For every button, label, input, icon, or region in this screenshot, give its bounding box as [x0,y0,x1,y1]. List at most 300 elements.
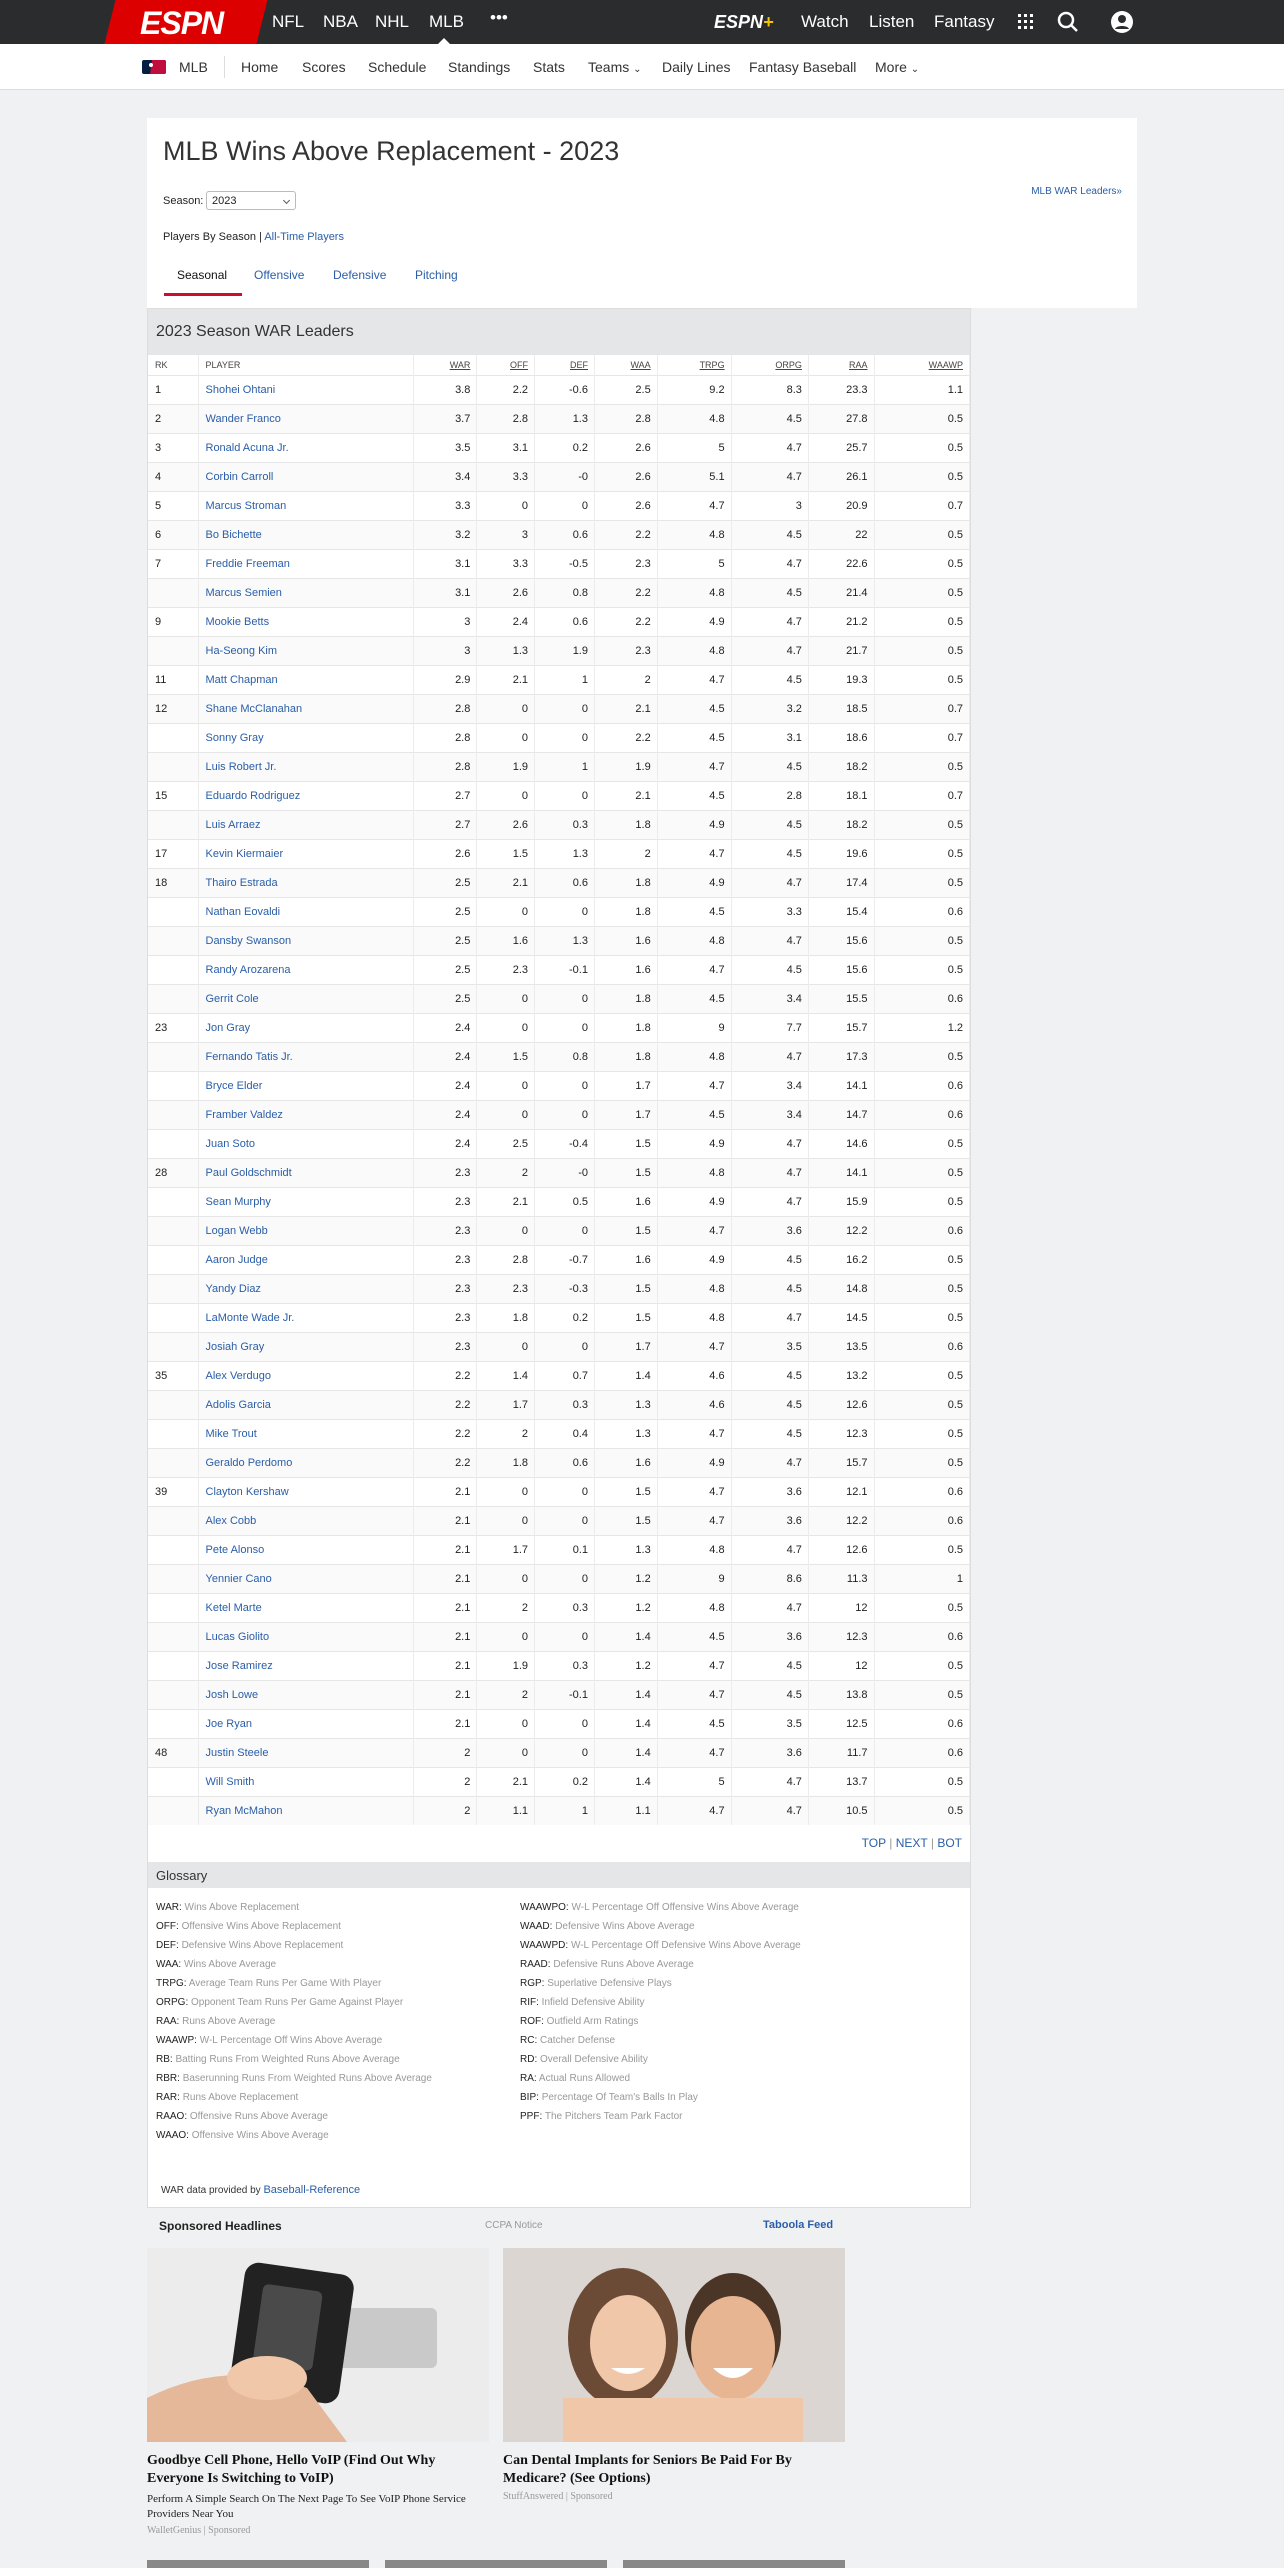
more-ad-thumbnail[interactable] [147,2560,369,2568]
waa-cell: 1.6 [594,1448,657,1477]
glossary-definition: Catcher Defense [540,2035,616,2046]
rank-cell [148,1042,198,1071]
orpg-cell: 3.6 [731,1738,808,1767]
raa-cell: 25.7 [808,433,874,462]
glossary-entry [156,2107,432,2126]
player-link[interactable]: Marcus Semien [205,586,282,599]
player-link[interactable]: Framber Valdez [205,1108,283,1121]
war-cell: 3.5 [413,433,477,462]
raa-cell: 22 [808,520,874,549]
player-cell [198,520,413,549]
war-leaders-link[interactable]: MLB WAR Leaders» [1031,186,1122,197]
player-link[interactable]: Geraldo Perdomo [205,1456,293,1469]
orpg-cell: 4.7 [731,1535,808,1564]
raa-cell: 12.5 [808,1709,874,1738]
raa-cell: 17.3 [808,1042,874,1071]
player-link[interactable]: Luis Arraez [205,818,261,831]
waa-cell: 1.6 [594,1187,657,1216]
war-cell: 2.1 [413,1564,477,1593]
raa-cell: 27.8 [808,404,874,433]
player-link[interactable]: Yennier Cano [205,1572,272,1585]
off-cell: 0 [477,1622,535,1651]
war-cell: 3 [413,607,477,636]
ccpa-notice-link[interactable]: CCPA Notice [485,2220,543,2231]
war-cell: 2.6 [413,839,477,868]
player-link[interactable]: Ha-Seong Kim [205,644,278,657]
player-link[interactable]: Clayton Kershaw [205,1485,289,1498]
col-waawp[interactable]: WAAWP [874,355,969,375]
off-cell: 2.8 [477,404,535,433]
glossary-entry [156,2031,432,2050]
off-cell: 2.8 [477,1245,535,1274]
off-cell: 1.7 [477,1535,535,1564]
table-row [148,810,970,839]
more-sports-icon[interactable]: ••• [490,8,508,27]
player-link[interactable]: Corbin Carroll [205,470,274,483]
table-row [148,549,970,578]
subnav-more[interactable] [875,59,919,75]
player-cell [198,1738,413,1767]
table-row [148,491,970,520]
off-cell: 2.1 [477,1767,535,1796]
table-row [148,1477,970,1506]
baseball-reference-link[interactable]: Baseball-Reference [263,2184,361,2196]
waa-cell: 1.5 [594,1477,657,1506]
player-cell [198,1158,413,1187]
waa-cell: 1.7 [594,1332,657,1361]
nav-watch[interactable]: Watch [801,12,849,31]
raa-cell: 15.5 [808,984,874,1013]
player-link[interactable]: Eduardo Rodriguez [205,789,301,802]
orpg-cell: 4.5 [731,810,808,839]
player-link[interactable]: Shane McClanahan [205,702,303,715]
player-cell [198,404,413,433]
player-link[interactable]: Adolis Garcia [205,1398,271,1411]
rank-cell [148,1680,198,1709]
trpg-cell: 4.7 [657,1332,731,1361]
player-cell [198,665,413,694]
rank-cell [148,810,198,839]
waa-cell: 1.8 [594,810,657,839]
waa-cell: 2.3 [594,636,657,665]
trpg-cell: 4.8 [657,404,731,433]
player-link[interactable]: Matt Chapman [205,673,278,686]
col-def[interactable]: DEF [535,355,595,375]
rank-cell [148,1506,198,1535]
glossary-definition: Average Team Runs Per Game With Player [188,1978,382,1989]
def-cell: 1.3 [535,839,595,868]
off-cell: 1.3 [477,636,535,665]
war-cell: 2.9 [413,665,477,694]
raa-cell: 15.7 [808,1013,874,1042]
player-link[interactable]: Bo Bichette [205,528,262,541]
trpg-cell: 4.8 [657,1593,731,1622]
orpg-cell: 3.6 [731,1506,808,1535]
espn-plus-link[interactable] [714,12,774,33]
subnav-stats[interactable]: Stats [533,59,565,75]
glossary-definition: W-L Percentage Off Offensive Wins Above Average [571,1902,799,1913]
waawp-cell: 0.5 [874,1303,969,1332]
waawp-cell: 0.7 [874,694,969,723]
war-cell: 2.2 [413,1390,477,1419]
waawp-cell: 0.5 [874,578,969,607]
table-title: 2023 Season WAR Leaders [148,309,970,355]
orpg-cell: 4.7 [731,636,808,665]
table-row [148,1535,970,1564]
war-cell: 2.2 [413,1361,477,1390]
trpg-cell: 4.7 [657,665,731,694]
taboola-feed-link[interactable]: Taboola Feed [763,2219,834,2231]
raa-cell: 12.3 [808,1622,874,1651]
player-link[interactable]: Mike Trout [205,1427,257,1440]
orpg-cell: 4.7 [731,1448,808,1477]
glossary-entry [520,1993,801,2012]
player-link[interactable]: Thairo Estrada [205,876,278,889]
raa-cell: 13.8 [808,1680,874,1709]
war-cell: 3.3 [413,491,477,520]
player-link[interactable]: Fernando Tatis Jr. [205,1050,293,1063]
glossary-term: WAA: [156,1959,182,1970]
orpg-cell: 4.7 [731,1187,808,1216]
ad-subtitle: Perform A Simple Search On The Next Page To See VoIP Phone Service Providers Near You [147,2493,466,2520]
player-link[interactable]: Will Smith [205,1775,255,1788]
col-raa[interactable]: RAA [808,355,874,375]
col-orpg[interactable]: ORPG [731,355,808,375]
player-link[interactable]: Gerrit Cole [205,992,259,1005]
player-link[interactable]: Juan Soto [205,1137,256,1150]
war-cell: 2.7 [413,810,477,839]
raa-cell: 12.2 [808,1506,874,1535]
table-row [148,520,970,549]
glossary-definition: Defensive Wins Above Replacement [181,1940,344,1951]
player-link[interactable]: Josiah Gray [205,1340,265,1353]
player-link[interactable]: Dansby Swanson [205,934,292,947]
player-link[interactable]: Sonny Gray [205,731,264,744]
trpg-cell: 4.9 [657,1129,731,1158]
player-link[interactable]: Ronald Acuna Jr. [205,441,289,454]
col-trpg[interactable]: TRPG [657,355,731,375]
war-cell: 2.3 [413,1158,477,1187]
player-link[interactable]: LaMonte Wade Jr. [205,1311,295,1324]
raa-cell: 15.6 [808,955,874,984]
glossary-definition: W-L Percentage Off Wins Above Average [199,2035,383,2046]
table-row [148,1042,970,1071]
season-select[interactable] [206,191,296,210]
tab-pitching[interactable]: Pitching [415,268,458,282]
player-link[interactable]: Lucas Giolito [205,1630,270,1643]
glossary-entry [156,1917,432,1936]
player-link[interactable]: Aaron Judge [205,1253,268,1266]
off-cell: 0 [477,1100,535,1129]
waawp-cell: 0.6 [874,1622,969,1651]
subnav-home[interactable]: Home [241,59,279,75]
player-cell [198,1564,413,1593]
player-link[interactable]: Justin Steele [205,1746,269,1759]
waawp-cell: 0.5 [874,462,969,491]
orpg-cell: 4.5 [731,520,808,549]
player-link[interactable]: Nathan Eovaldi [205,905,281,918]
player-link[interactable]: Marcus Stroman [205,499,287,512]
table-row [148,1216,970,1245]
raa-cell: 11.7 [808,1738,874,1767]
war-cell: 2.5 [413,926,477,955]
def-cell: 0.3 [535,810,595,839]
player-cell [198,1593,413,1622]
player-link[interactable]: Wander Franco [205,412,281,425]
player-link[interactable]: Kevin Kiermaier [205,847,284,860]
espn-logo[interactable]: ESPN [140,5,224,41]
rank-cell [148,1767,198,1796]
player-link[interactable]: Yandy Diaz [205,1282,261,1295]
player-link[interactable]: Joe Ryan [205,1717,252,1730]
off-cell: 2.6 [477,810,535,839]
search-icon[interactable] [1056,10,1080,34]
col-war[interactable]: WAR [413,355,477,375]
off-cell: 2.2 [477,375,535,404]
def-cell: 0.6 [535,1448,595,1477]
player-cell [198,694,413,723]
player-cell [198,1506,413,1535]
waawp-cell: 0.5 [874,1767,969,1796]
waa-cell: 2.1 [594,781,657,810]
waa-cell: 1.5 [594,1274,657,1303]
off-cell: 1.8 [477,1303,535,1332]
sponsored-ad-voip[interactable] [147,2248,489,2536]
table-row [148,1767,970,1796]
raa-cell: 14.7 [808,1100,874,1129]
def-cell: 0 [535,1100,595,1129]
tab-offensive[interactable]: Offensive [254,268,305,282]
def-cell: 0.4 [535,1419,595,1448]
ad-title[interactable]: Can Dental Implants for Seniors Be Paid For By Medicare? (See Options) [503,2453,792,2486]
player-link[interactable]: Ryan McMahon [205,1804,283,1817]
waa-cell: 2.3 [594,549,657,578]
waa-cell: 2.6 [594,433,657,462]
subnav-schedule[interactable]: Schedule [368,59,427,75]
tab-seasonal[interactable]: Seasonal [177,268,228,282]
rank-cell [148,955,198,984]
trpg-cell: 4.5 [657,781,731,810]
more-ad-thumbnail[interactable] [385,2560,607,2568]
off-cell: 1.1 [477,1796,535,1825]
player-link[interactable]: Josh Lowe [205,1688,259,1701]
def-cell: 0.6 [535,520,595,549]
war-cell: 2.3 [413,1187,477,1216]
trpg-cell: 4.5 [657,897,731,926]
waawp-cell: 0.5 [874,1129,969,1158]
off-cell: 0 [477,781,535,810]
trpg-cell: 4.8 [657,1303,731,1332]
war-cell: 2.5 [413,897,477,926]
player-link[interactable]: Logan Webb [205,1224,268,1237]
trpg-cell: 4.6 [657,1361,731,1390]
raa-cell: 13.5 [808,1332,874,1361]
subnav-fantasy-baseball[interactable]: Fantasy Baseball [749,59,857,75]
raa-cell: 15.4 [808,897,874,926]
trpg-cell: 4.5 [657,1100,731,1129]
waawp-cell: 0.5 [874,636,969,665]
nav-fantasy[interactable]: Fantasy [934,12,995,31]
trpg-cell: 4.8 [657,1158,731,1187]
nav-nhl[interactable]: NHL [375,12,410,31]
ad-image-usb-hub[interactable] [147,2248,489,2442]
def-cell: 0.5 [535,1187,595,1216]
orpg-cell: 7.7 [731,1013,808,1042]
rank-cell [148,1071,198,1100]
war-cell: 2.8 [413,752,477,781]
glossary-title: Glossary [148,1862,970,1888]
player-cell [198,781,413,810]
glossary-definition: W-L Percentage Off Defensive Wins Above Average [570,1940,801,1951]
player-link[interactable]: Mookie Betts [205,615,270,628]
glossary-entry [520,1898,801,1917]
player-link[interactable]: Alex Verdugo [205,1369,271,1382]
glossary-entry [520,2050,801,2069]
orpg-cell: 3.6 [731,1622,808,1651]
tab-defensive[interactable]: Defensive [333,268,387,282]
def-cell: 0 [535,1332,595,1361]
waa-cell: 1.8 [594,868,657,897]
ad-image-couple[interactable] [503,2248,845,2442]
player-link[interactable]: Randy Arozarena [205,963,291,976]
bottom-link[interactable]: BOT [937,1836,962,1850]
nav-mlb[interactable]: MLB [429,12,464,31]
rank-cell [148,1564,198,1593]
rank-cell: 35 [148,1361,198,1390]
orpg-cell: 3 [731,491,808,520]
rank-cell: 15 [148,781,198,810]
trpg-cell: 4.5 [657,694,731,723]
sponsored-ad-dental[interactable] [503,2248,845,2502]
off-cell: 2.3 [477,1274,535,1303]
war-cell: 2.1 [413,1506,477,1535]
off-cell: 1.5 [477,839,535,868]
rank-cell: 6 [148,520,198,549]
table-body [148,375,970,1825]
raa-cell: 18.2 [808,810,874,839]
glossary-term: RB: [156,2054,173,2065]
player-cell [198,1796,413,1825]
glossary-definition: Defensive Wins Above Average [555,1921,695,1932]
glossary-term: TRPG: [156,1978,187,1989]
player-cell [198,1419,413,1448]
subnav-standings[interactable]: Standings [448,59,511,75]
def-cell: 0 [535,1622,595,1651]
orpg-cell: 4.5 [731,839,808,868]
waawp-cell: 0.5 [874,1535,969,1564]
nav-listen[interactable]: Listen [869,12,915,31]
trpg-cell: 5.1 [657,462,731,491]
player-link[interactable]: Freddie Freeman [205,557,290,570]
all-time-players-link[interactable]: All-Time Players [264,231,344,243]
trpg-cell: 4.5 [657,1622,731,1651]
col-waa[interactable]: WAA [594,355,657,375]
table-pagination [148,1836,970,1850]
subnav-league[interactable]: MLB [179,59,208,75]
player-link[interactable]: Jon Gray [205,1021,251,1034]
rank-cell: 1 [148,375,198,404]
orpg-cell: 3.4 [731,1071,808,1100]
user-profile-icon[interactable] [1110,10,1134,34]
def-cell: 0 [535,1506,595,1535]
player-cell [198,1390,413,1419]
player-cell [198,1013,413,1042]
rank-cell [148,1796,198,1825]
player-link[interactable]: Sean Murphy [205,1195,271,1208]
player-link[interactable]: Paul Goldschmidt [205,1166,292,1179]
glossary-term: ORPG: [156,1997,189,2008]
war-cell: 2.1 [413,1622,477,1651]
table-row [148,1419,970,1448]
player-link[interactable]: Pete Alonso [205,1543,265,1556]
player-link[interactable]: Luis Robert Jr. [205,760,277,773]
rank-cell [148,1448,198,1477]
orpg-cell: 3.6 [731,1477,808,1506]
col-off[interactable]: OFF [477,355,535,375]
waa-cell: 1.8 [594,1013,657,1042]
table-row [148,868,970,897]
war-cell: 2 [413,1796,477,1825]
waawp-cell: 0.6 [874,1332,969,1361]
raa-cell: 15.7 [808,1448,874,1477]
table-row [148,1245,970,1274]
apps-grid-icon[interactable] [1017,13,1035,31]
rank-cell: 5 [148,491,198,520]
waawp-cell: 0.6 [874,1738,969,1767]
raa-cell: 12.6 [808,1535,874,1564]
def-cell: 1.9 [535,636,595,665]
player-link[interactable]: Ketel Marte [205,1601,262,1614]
trpg-cell: 4.7 [657,839,731,868]
trpg-cell: 4.5 [657,1709,731,1738]
subnav-daily-lines[interactable]: Daily Lines [662,59,731,75]
orpg-cell: 4.5 [731,1245,808,1274]
table-row [148,781,970,810]
subnav-teams[interactable] [588,59,642,75]
table-row [148,1100,970,1129]
subnav-scores[interactable]: Scores [302,59,346,75]
waawp-cell: 1.2 [874,1013,969,1042]
player-link[interactable]: Jose Ramirez [205,1659,273,1672]
top-link[interactable]: TOP [861,1836,886,1850]
orpg-cell: 4.7 [731,1767,808,1796]
glossary-entry [156,1898,432,1917]
table-row [148,578,970,607]
next-link[interactable]: NEXT [895,1836,928,1850]
raa-cell: 12.1 [808,1477,874,1506]
table-row [148,984,970,1013]
off-cell: 2.6 [477,578,535,607]
table-row [148,1738,970,1767]
table-row [148,1361,970,1390]
chevron-down-icon [283,197,290,204]
more-ad-thumbnail[interactable] [623,2560,845,2568]
player-link[interactable]: Bryce Elder [205,1079,263,1092]
player-cell [198,1216,413,1245]
nav-nba[interactable]: NBA [323,12,358,31]
nav-nfl[interactable]: NFL [272,12,305,31]
trpg-cell: 4.9 [657,1245,731,1274]
player-link[interactable]: Alex Cobb [205,1514,257,1527]
raa-cell: 21.2 [808,607,874,636]
glossary-term: OFF: [156,1921,179,1932]
trpg-cell: 4.6 [657,1390,731,1419]
ad-title[interactable]: Goodbye Cell Phone, Hello VoIP (Find Out Why Everyone Is Switching to VoIP) [147,2453,436,2486]
trpg-cell: 4.7 [657,1477,731,1506]
glossary-term: RIF: [520,1997,539,2008]
waa-cell: 1.3 [594,1535,657,1564]
player-link[interactable]: Shohei Ohtani [205,383,276,396]
